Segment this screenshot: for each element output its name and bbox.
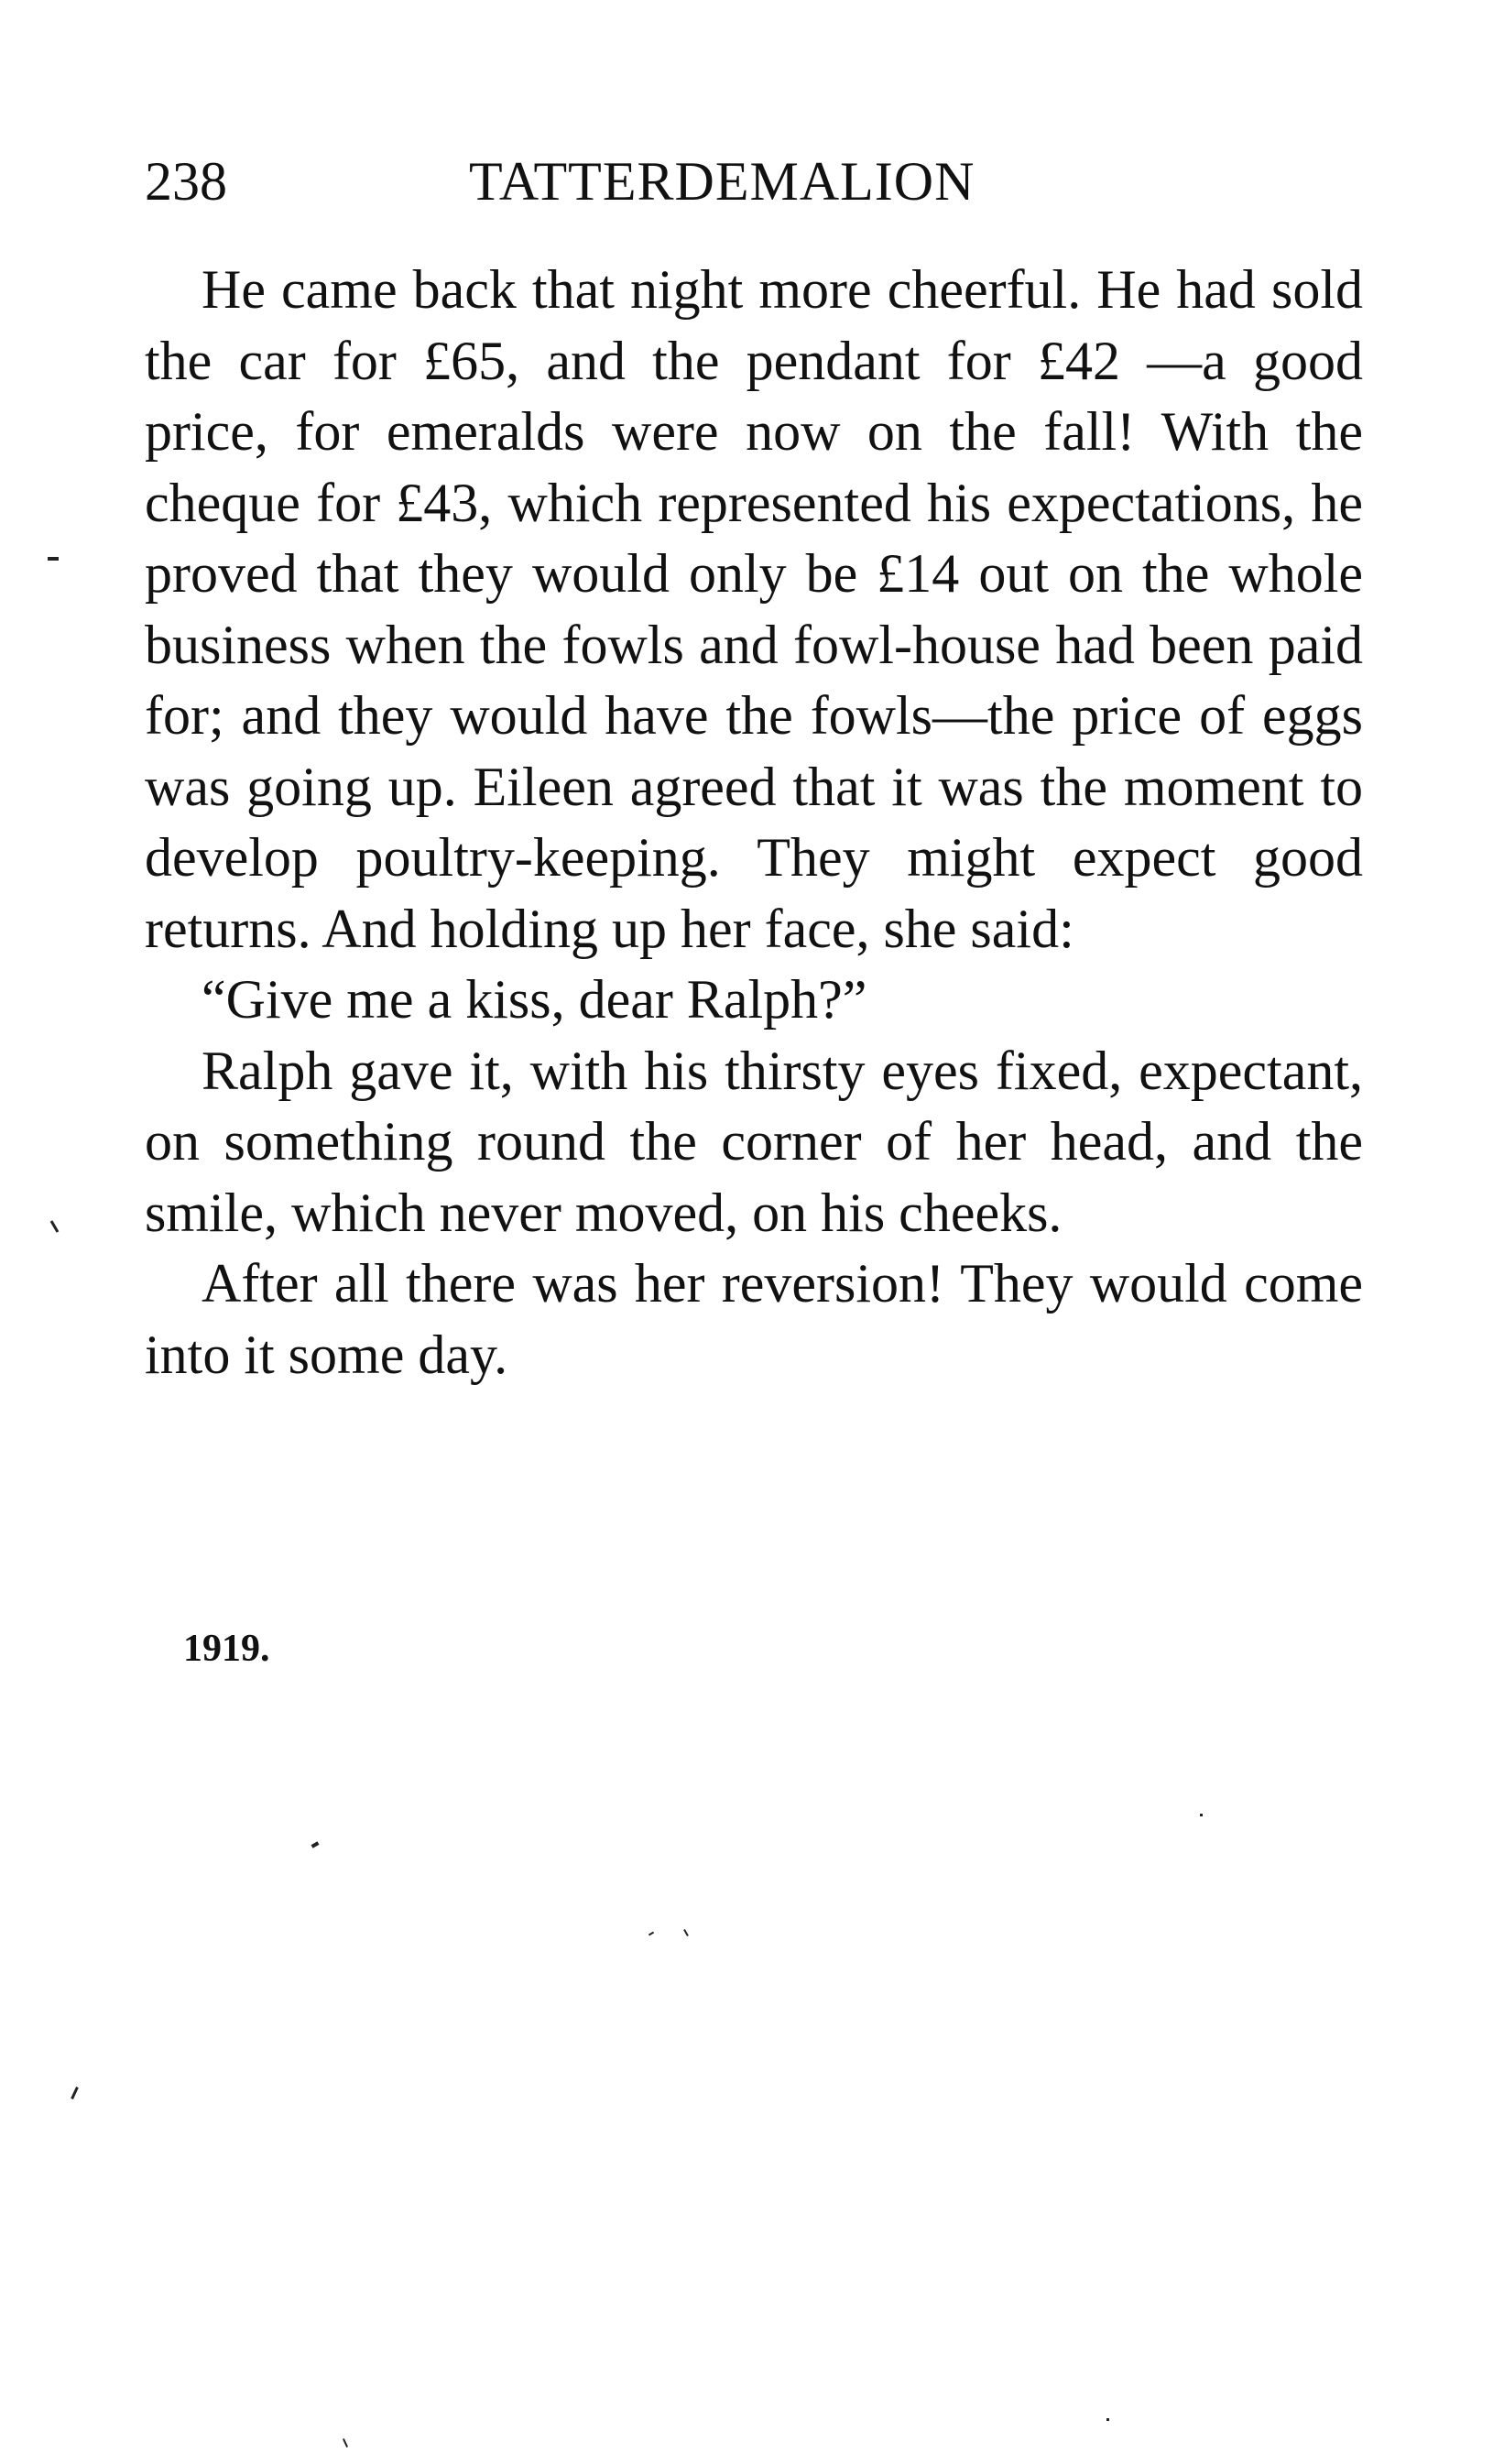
scan-speck bbox=[343, 2438, 348, 2448]
running-title: TATTERDEMALION bbox=[469, 151, 975, 212]
paragraph: He came back that night more cheerful. He had sold the car for £65, and the pendant for £42 —a good price, for emeralds were now on the fall! With the cheque for £43, which represented his expectations, he proved that they would only be £14 out on the whole business when the fowls and fowl-house had been paid for; and they would have the fowls—the price of eggs was going up. Eileen agreed that it was the moment to develop poultry-keeping. They might expect good returns. And holding up her face, she said: bbox=[145, 259, 1363, 959]
dateline: 1919. bbox=[183, 1628, 270, 1670]
paragraph: After all there was her reversion! They would come into it some day. bbox=[145, 1253, 1363, 1385]
scan-speck bbox=[1200, 1814, 1203, 1816]
paragraph: “Give me a kiss, dear Ralph?” bbox=[202, 969, 867, 1030]
scan-speck bbox=[1106, 2418, 1109, 2421]
scan-speck bbox=[50, 1220, 60, 1233]
scan-speck bbox=[48, 557, 59, 561]
scan-speck bbox=[648, 1932, 654, 1936]
scan-speck bbox=[71, 2087, 79, 2099]
scan-speck bbox=[311, 1841, 320, 1848]
body-text bbox=[145, 255, 1363, 1390]
paragraph: Ralph gave it, with his thirsty eyes fixed, expectant, on something round the corner of her head, and the smile, which never moved, on his cheeks. bbox=[145, 1040, 1363, 1243]
scan-speck bbox=[683, 1929, 689, 1936]
page-header bbox=[145, 145, 1354, 218]
page-number: 238 bbox=[145, 151, 227, 212]
